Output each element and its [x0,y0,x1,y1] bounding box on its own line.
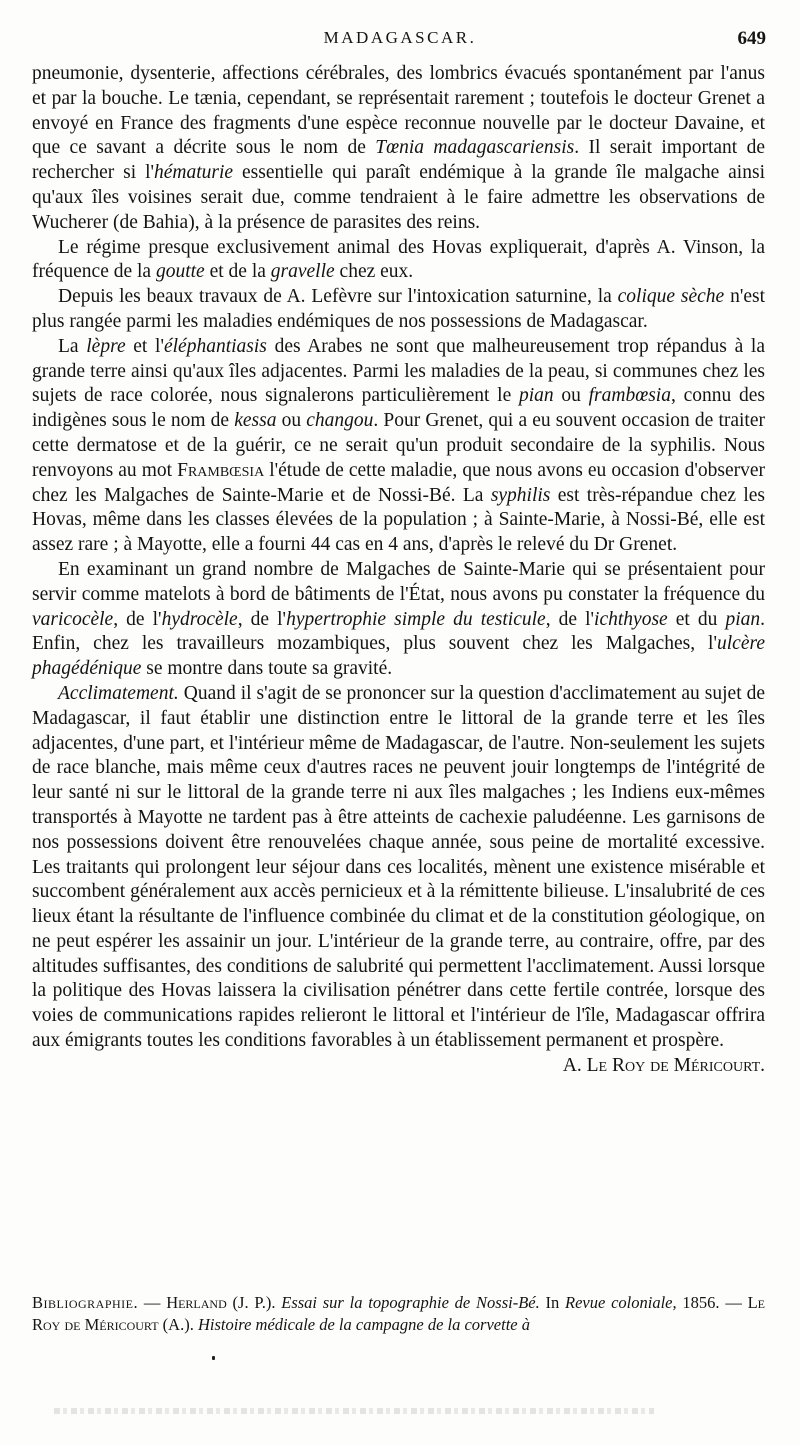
text-run: et du [667,608,726,630]
text-run: , de l' [237,608,287,630]
text-run: pneumonie, dysenterie, affections cérébrales, des lombrics évacués spontanément par l'anus et par la bouche. Le tænia, cependant, se représentait rarement ; toutefois le docteur Grenet a envoyé en France des fragments d'une espèce reconnue nouvelle par le docteur Davaine, et que ce savant a décrite sous le nom de [32,63,765,159]
italic-term: pian [518,385,554,407]
author-signature: A. Le Roy de Méricourt. [562,1054,765,1076]
italic-term: Tœnia madagascariensis [375,137,575,159]
text-run: des Arabes ne sont que malheureusement trop répandus à la grande terre ainsi qu'aux îles adjacentes. Parmi les maladies de la peau, si communes chez les sujets de race colorée, nous signalerons particulièrement le [32,335,765,407]
text-run: , connu des indigènes sous le nom de [32,385,765,432]
text-run: La [58,335,87,357]
text-run: . Enfin, chez les travailleurs mozambiques, plus souvent chez les Malgaches, l' [32,608,766,655]
running-head: MADAGASCAR. [323,28,477,47]
text-run: et de la [204,261,271,283]
bibliography [32,1292,765,1336]
italic-term: frambœsia [588,385,671,407]
text-run: ou [276,410,307,432]
text-run: , de l' [113,608,162,630]
text-run: — [138,1293,167,1312]
italic-term: Essai sur la topographie de Nossi-Bé. [281,1293,540,1312]
italic-term: Acclimatement. [58,682,179,704]
italic-term: varicocèle [32,608,114,630]
text-run: Quand il s'agit de se prononcer sur la question d'acclimatement au sujet de Madagascar, il faut établir une distinction entre le littoral de la grande terre et les îles adjacentes, d'une part, et l'intérieur même de Madagascar, de l'autre. Non-seulement les sujets de race blanche, mais même ceux d'autres races ne peuvent jouir longtemps de l'intégrité de leur santé ni sur le littoral de la grande terre ni aux îles malgaches ; les Indiens eux-mêmes transportés à Mayotte ne tardent pas à être atteints de cachexie paludéenne. Les garnisons de nos possessions doivent être renouvelées chaque année, sous peine de mortalité excessive. Les traitants qui prolongent leur séjour dans ces localités, mènent une existence misérable et succombent généralement aux accès pernicieux et à la rémittente bilieuse. L'insalubrité de ces lieux étant la résultante de l'influence combinée du climat et de la constitution géologique, on ne peut espérer les assainir un jour. L'intérieur de la grande terre, au contraire, offre, par des altitudes suffisantes, des conditions de salubrité qui permettent l'acclimatement. Aussi lorsque la politique des Hovas laissera la civilisation pénétrer dans cette fertile contrée, lorsque des voies de communications rapides relieront le littoral et l'intérieur de l'île, Madagascar offrira aux émigrants toutes les conditions favorables à un établissement permanent et prospère. [32,682,765,1052]
italic-term: colique sèche [617,286,725,308]
text-run: essentielle qui paraît endémique à la grande île malgache ainsi qu'aux îles voisines serait due, comme tendraient à le faire admettre les observations de Wucherer (de Bahia), à la présence de parasites des reins. [32,162,765,233]
paragraph [32,285,765,335]
italic-term: goutte [155,261,205,283]
text-run: (J. P.). [226,1293,282,1312]
paragraph [32,682,765,1076]
text-run: . Pour Grenet, qui a eu souvent occasion de traiter cette dermatose et de la guérir, ce ne serait qu'un produit secondaire de la syphilis. Nous renvoyons au mot [32,410,765,481]
italic-term: syphilis [490,484,551,506]
text-run: chez eux. [334,261,414,283]
italic-term: hydrocèle [161,608,238,630]
text-run: ou [553,385,589,407]
page-header [34,28,766,56]
text-run: n'est plus rangée parmi les maladies endémiques de nos possessions de Madagascar. [32,286,765,332]
bleed-through-line [54,1408,654,1414]
text-run: est très-répandue chez les Hovas, même dans les classes élevées de la population ; à Sainte-Marie, à Nossi-Bé, elle est assez rare ; à Mayotte, elle a fourni 44 cas en 4 ans, d'après le relevé du Dr Grenet. [32,484,765,556]
print-speck [212,1356,215,1360]
italic-term: changou [306,410,374,432]
italic-term: gravelle [270,261,335,283]
italic-term: Revue coloniale, [565,1293,677,1312]
small-caps-term: Le Roy de Méricourt [32,1293,766,1334]
text-run: se montre dans toute sa gravité. [141,658,393,680]
italic-term: Histoire médicale de la campagne de la corvette à [197,1315,530,1334]
text-run: 1856. — [676,1293,748,1312]
italic-term: hypertrophie simple du testicule [286,608,546,630]
paragraph [32,335,765,558]
text-run: . Il serait important de rechercher si l' [32,137,765,184]
text-run: Le régime presque exclusivement animal des Hovas expliquerait, d'après A. Vinson, la fréquence de la [32,236,765,283]
italic-term: ulcère phagédénique [32,633,765,680]
italic-term: pian [725,608,761,630]
small-caps-term: Herland [166,1293,227,1312]
paragraph [32,62,765,236]
paragraph [32,236,765,286]
italic-term: ichthyose [594,608,668,630]
text-run: , de l' [545,608,595,630]
italic-term: lèpre [86,335,126,357]
italic-term: éléphantiasis [163,335,267,357]
text-run: (A.). [158,1315,198,1334]
paragraph [32,558,765,682]
text-run: Depuis les beaux travaux de A. Lefèvre sur l'intoxication saturnine, la [58,286,618,308]
italic-term: kessa [234,410,277,432]
bibliography-label: Bibliographie. [32,1293,139,1312]
article-body [32,62,765,1079]
text-run: et l' [125,335,164,357]
text-run: l'étude de cette maladie, que nous avons eu occasion d'observer chez les Malgaches de Sainte-Marie et de Nossi-Bé. La [32,459,765,506]
small-caps-term: Frambœsia [177,459,265,481]
italic-term: hématurie [154,162,234,184]
text-run: In [539,1293,566,1312]
page-number: 649 [737,28,766,49]
text-run: En examinant un grand nombre de Malgaches de Sainte-Marie qui se présentaient pour servir comme matelots à bord de bâtiments de l'État, nous avons pu constater la fréquence du [32,558,765,605]
